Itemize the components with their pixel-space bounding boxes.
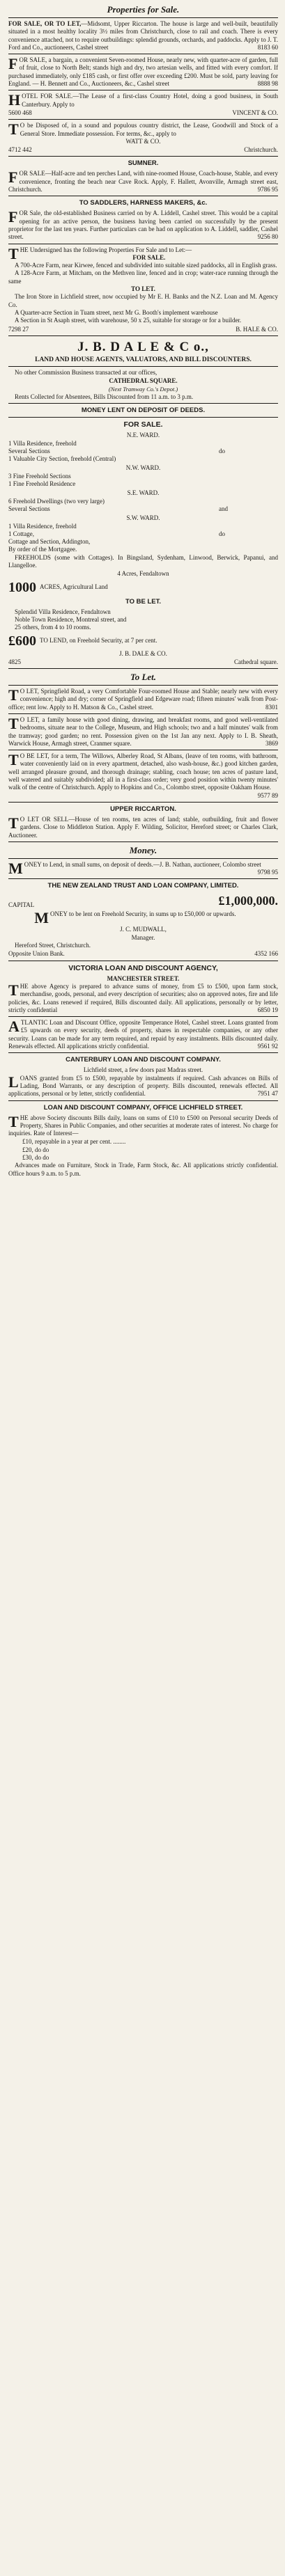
divider — [8, 668, 278, 669]
drop-cap: T — [8, 981, 19, 999]
drop-cap: T — [8, 1112, 19, 1130]
ward-list-nw — [8, 473, 278, 489]
drop-cap: T — [8, 686, 19, 704]
ad-sign-place: Christchurch. — [244, 146, 278, 154]
acres-text: ACRES, Agricultural Land — [40, 583, 108, 590]
ad-sign: J. B. DALE & CO. — [119, 649, 167, 657]
to-let-list — [8, 608, 278, 632]
ad-body — [8, 910, 278, 925]
ad-ref: 6850 19 — [257, 1006, 278, 1013]
divider — [8, 713, 278, 714]
item-text: 1 Villa Residence, freehold — [8, 522, 77, 530]
ad-text: HE Undersigned has the following Properties For Sale and to Let:— — [20, 246, 192, 253]
ad-text: HE above Agency is prepared to advance sums of money, from £5 to £500, upon farm stock, merchandise, goods, personal, and every description of securities; also on approved notes, fire and life policies, &c. Loans renewed if required, Bills discounted daily. All applications, personally or by letter, strictly confidential — [8, 982, 278, 1013]
ad-ref: 9577 89 — [257, 791, 278, 799]
ad-nz-trust — [8, 882, 278, 958]
divider — [8, 1100, 278, 1101]
ward-label-nw: N.W. WARD. — [125, 464, 161, 472]
item-text: 1 Fine Freehold Residence — [8, 480, 76, 488]
company-heading: VICTORIA LOAN AND DISCOUNT AGENCY, — [68, 963, 218, 972]
divider — [8, 878, 278, 879]
divider — [8, 841, 278, 842]
ad-text: O LET OR SELL—House of ten rooms, ten acres of land; stable, outbuilding, fruit and flower gardens. Close to Middleton Station. Apply F. Wilding, Solicitor, Hereford street; or Charles Clark, Auctioneer. — [8, 815, 278, 839]
ad-canterbury — [8, 1056, 278, 1098]
divider — [8, 403, 278, 404]
capital-label: CAPITAL — [8, 901, 35, 909]
ward-list-ne — [8, 440, 278, 464]
ad-sumner — [8, 170, 278, 193]
ad-ref: 9798 95 — [257, 869, 278, 876]
ad-undersigned — [8, 246, 278, 333]
ad-saddlers — [8, 210, 278, 241]
item-text: Several Sections — [8, 505, 50, 512]
ad-ref: 4825 — [8, 658, 21, 665]
acres-four: 4 Acres, Fendaltown — [117, 570, 169, 578]
to-let-item: Splendid Villa Residence, Fendaltown — [15, 608, 111, 615]
drop-cap: T — [8, 244, 19, 262]
drop-cap: H — [8, 91, 21, 109]
ad-ref: 9561 92 — [257, 1043, 278, 1050]
item-note: do — [219, 447, 225, 455]
ad-body — [8, 1114, 278, 1138]
drop-cap: T — [8, 814, 19, 832]
ad-text: OR Sale, the old-established Business carried on by A. Liddell, Cashel street. This would be a capital opening for an active person, the business having been carried on successfully by the present proprietor for the last ten years. Further particulars can be had on application to A. Liddell, saddler, Cashel street. — [8, 210, 278, 241]
rate-line: £20, do do — [22, 1146, 49, 1153]
lend-text: TO LEND, on Freehold Security, at 7 per cent. — [40, 636, 157, 644]
company-address: MANCHESTER STREET. — [107, 974, 180, 982]
subheading: TO LET. — [131, 285, 155, 293]
ad-springfield — [8, 688, 278, 711]
ward-list-sw — [8, 523, 278, 554]
ad-item: The Iron Store in Lichfield street, now occupied by Mr E. H. Banks and the N.Z. Loan and M. Agency Co. — [8, 293, 278, 308]
ad-bargain — [8, 56, 278, 88]
divider — [8, 17, 278, 18]
item-text: 1 Cottage, — [8, 530, 34, 537]
drop-cap: A — [8, 1018, 20, 1036]
ad-text: O LET, Springfield Road, a very Comfortable Four-roomed House and Stable; nearly new with every convenience; high and dry; corner of Springfield and Edgeware road; fifteen minutes' walk from Post-office; rent low. Apply to H. Matson & Co., Cashel street. — [8, 688, 278, 711]
item-note: do — [219, 530, 225, 537]
drop-cap: M — [34, 909, 49, 927]
capital-line — [8, 892, 278, 909]
divider — [8, 366, 278, 367]
ward-list-se — [8, 498, 278, 514]
ad-item: A Quarter-acre Section in Tuam street, next Mr G. Booth's implement warehouse — [15, 308, 218, 316]
divider — [8, 119, 278, 120]
ad-nathan — [8, 861, 278, 877]
blurb — [8, 369, 278, 377]
ad-text: OANS granted from £5 to £500, repayable by instalments if required. Cash advances on Bills of Lading, Bond Warrants, or any description of property. Bills discounted, renewals effected. All applications, personal or by letter, strictly confidential. — [8, 1074, 278, 1098]
ad-ref: 7298 27 — [8, 325, 29, 333]
ad-sign: WATT & CO. — [125, 137, 161, 145]
item-text: 1 Villa Residence, freehold — [8, 439, 77, 447]
item-note — [219, 523, 278, 530]
ad-family-house — [8, 716, 278, 748]
item-note — [219, 440, 278, 448]
ad-ref: 4712 442 — [8, 146, 32, 154]
ad-sign: VINCENT & CO. — [232, 109, 278, 116]
ad-ref: 7951 47 — [257, 1090, 278, 1098]
divider — [8, 858, 278, 859]
ward-item — [8, 538, 278, 546]
section-heading: SUMNER. — [128, 159, 159, 168]
blurb-text: No other Commission Business transacted at our offices, — [15, 369, 157, 377]
section-title: Money. — [129, 844, 157, 855]
ad-sign: J. C. MUDWALL, — [120, 926, 167, 933]
ad-sign: B. HALE & CO. — [236, 325, 278, 333]
ad-body — [8, 983, 278, 1014]
ward-item — [8, 473, 278, 480]
ad-item: A 700-Acre Farm, near Kirwee, fenced and subdivided into suitable sized paddocks, all in English grass. — [15, 262, 277, 269]
ad-text: TLANTIC Loan and Discount Office, opposite Temperance Hotel, Cashel street. Loans granted from £5 upwards on every security, deeds of property, shares in respectable companies, or any other security. Loans can be made for any term required, and repaid by easy instalments. Bills discounted daily. Renewals effected. All applications strictly confidential. — [8, 1019, 278, 1050]
divider — [8, 335, 278, 336]
ad-ref: 4352 166 — [254, 950, 278, 958]
ad-atlantic — [8, 1019, 278, 1050]
item-note — [219, 455, 278, 463]
item-text: 6 Freehold Dwellings (two very large) — [8, 497, 105, 505]
drop-cap: T — [8, 715, 19, 732]
ad-lichfield — [8, 1104, 278, 1178]
ad-disposed — [8, 122, 278, 154]
rents-text: Rents Collected for Absentees, Bills Discounted from 11 a.m. to 3 p.m. — [15, 393, 194, 400]
drop-cap: T — [8, 120, 19, 139]
ad-item: A Section in St Asaph street, with warehouse, 50 x 25, suitable for storage or for a builder. — [15, 317, 242, 324]
rate-line: £10, repayable in a year at per cent. ........ — [22, 1138, 126, 1146]
ad-midsomt — [8, 20, 278, 52]
ad-ref: 8888 98 — [257, 80, 278, 88]
ward-label-se: S.E. WARD. — [127, 489, 160, 497]
address-note: (Next Tramway Co.'s Depot.) — [108, 385, 178, 393]
rate-line: £30, do do — [22, 1153, 49, 1161]
section-heading: TO SADDLERS, HARNESS MAKERS, &c. — [79, 199, 208, 207]
ad-ref: 8183 60 — [257, 43, 278, 51]
ad-footer — [8, 1162, 278, 1178]
ad-hotel — [8, 93, 278, 117]
ad-body — [8, 1075, 278, 1098]
drop-cap: L — [8, 1073, 19, 1091]
item-note: and — [219, 505, 228, 512]
ad-text: ONEY to Lend, in small sums, on deposit of deeds.—J. B. Nathan, auctioneer, Colombo street — [24, 860, 261, 868]
to-let-item: 25 others, from 4 to 10 rooms. — [15, 624, 91, 631]
ward-item — [8, 546, 278, 553]
divider — [8, 1016, 278, 1017]
section-title: To Let. — [130, 672, 157, 683]
item-text: By order of the Mortgagee. — [8, 546, 77, 553]
item-text: 3 Fine Freehold Sections — [8, 472, 71, 480]
ward-item — [8, 530, 278, 538]
to-let-item: Noble Town Residence, Montreal street, and — [15, 615, 127, 623]
page-title: Properties for Sale. — [107, 4, 180, 15]
ad-ref: 5600 468 — [8, 109, 32, 116]
ad-text: O BE LET, for a term, The Willows, Alberley Road, St Albans, (leave of ten rooms, with bathroom, water conveniently laid on in every apartment, detached, also wash-house, &c.) good kitchen garden, well arranged pleasure ground, and thorough drainage; stabling, coach house; ten acres of pasture land, well watered and suitably subdivided; all in a first-class order; very good position within twenty minutes' walk of the centre of Christchurch. Apply to Hopkins and Co., Colombo street, opposite Oakham House. — [8, 752, 278, 791]
divider — [8, 417, 278, 418]
ad-lead: FOR SALE, OR TO LET, — [8, 20, 82, 27]
ad-text: ONEY to be lent on Freehold Security, in sums up to £50,000 or upwards. — [50, 910, 236, 918]
ad-ref: 9786 95 — [257, 186, 278, 193]
item-note — [219, 473, 278, 480]
ward-item — [8, 480, 278, 488]
ad-text: OR SALE—Half-acre and ten perches Land, with nine-roomed House, Coach-house, Stable, and every convenience, fronting the beach near Cave Rock. Apply, F. Hallett, Avonville, Armagh street east, Christchurch. — [8, 170, 278, 193]
ad-ref: 8301 — [265, 703, 278, 711]
ward-item — [8, 448, 278, 455]
drop-cap: F — [8, 168, 18, 187]
drop-cap: T — [8, 751, 19, 769]
ad-sign-role: Manager. — [131, 933, 155, 941]
ward-item — [8, 455, 278, 463]
advertiser-title: J. B. D A L E & C o., — [77, 339, 209, 354]
ward-label-ne: N.E. WARD. — [126, 432, 160, 439]
ad-willows — [8, 752, 278, 800]
divider — [8, 1052, 278, 1053]
rents — [8, 393, 278, 401]
money-heading: MONEY LENT ON DEPOSIT OF DEEDS. — [81, 406, 206, 415]
company-heading: THE NEW ZEALAND TRUST AND LOAN COMPANY, LIMITED. — [47, 882, 239, 890]
ad-text: OR SALE, a bargain, a convenient Seven-roomed House, nearly new, with quarter-acre of garden, full of fruit, close to North Belt; stands high and dry, two artesian wells, and fitted with every comfort. If purchased immediately, only £185 cash, or first offer over exceeding £200. Must be sold, party leaving for England. — H. Bennett and Co., Auctioneers, &c., Cashel street — [8, 56, 278, 88]
drop-cap: M — [8, 859, 23, 877]
item-text: 1 Valuable City Section, freehold (Central) — [8, 455, 116, 463]
item-note — [219, 546, 278, 553]
ward-item — [8, 440, 278, 448]
acres-thousand — [8, 580, 278, 595]
advertiser-subtitle: LAND AND HOUSE AGENTS, VALUATORS, AND BILL DISCOUNTERS. — [35, 356, 252, 363]
section-heading: UPPER RICCARTON. — [110, 805, 176, 813]
ward-item — [8, 523, 278, 530]
address-text: Hereford Street, Christchurch. — [15, 942, 91, 949]
ward-label-sw: S.W. WARD. — [126, 514, 160, 522]
ad-text: O LET, a family house with good dining, drawing, and breakfast rooms, and good well-ventilated bedrooms, situate near to the College, Museum, and High schools; two and a half minutes' walk from the tramway; good garden; no rent. Possession given on the 1st Jan any next. Apply to I. B. Sheath, Warwick House, Armagh street, Cranmer square. — [8, 716, 278, 747]
ad-victoria — [8, 964, 278, 1014]
acres-number: 1000 — [8, 579, 36, 595]
company-heading: LOAN AND DISCOUNT COMPANY, OFFICE LICHFIELD STREET. — [43, 1103, 243, 1112]
drop-cap: F — [8, 55, 18, 73]
ad-jbdale — [8, 338, 278, 666]
address: CATHEDRAL SQUARE. — [109, 377, 178, 385]
to-let-heading: TO BE LET. — [125, 597, 162, 606]
capital-value: £1,000,000. — [218, 894, 278, 908]
divider — [8, 802, 278, 803]
ad-text: —Midsomt, Upper Riccarton. The house is large and well-built, beautifully situated in a most healthy locality 3½ miles from Christchurch, close to rail and coach. There is every convenience attached, not to require outbuildings: splendid grounds, orchards, and paddocks. Apply to J. T. Ford and Co., auctioneers, Cashel street — [8, 20, 278, 51]
address — [8, 942, 278, 949]
for-sale-heading: FOR SALE. — [123, 420, 163, 429]
drop-cap: F — [8, 208, 18, 226]
ad-ref: 3869 — [265, 739, 278, 747]
item-note — [219, 498, 278, 505]
divider — [8, 685, 278, 686]
ward-item — [8, 505, 278, 513]
lend-line — [8, 633, 278, 649]
item-note — [219, 480, 278, 488]
ad-sign-place: Cathedral square. — [234, 658, 278, 665]
item-note — [219, 538, 278, 546]
address-note: Opposite Union Bank. — [8, 950, 65, 958]
ward-item — [8, 498, 278, 505]
ad-ref: 9256 80 — [257, 233, 278, 241]
item-text: Cottage and Section, Addington, — [8, 538, 91, 546]
company-heading: CANTERBURY LOAN AND DISCOUNT COMPANY. — [66, 1056, 221, 1064]
subheading: FOR SALE. — [132, 253, 166, 261]
divider — [8, 156, 278, 157]
item-text: Several Sections — [8, 447, 50, 455]
ad-text: OTEL FOR SALE.—The Lease of a first-class Country Hotel, doing a good business, in South Canterbury. Apply to — [22, 93, 278, 108]
ad-footer-text: Advances made on Furniture, Stock in Trade, Farm Stock, &c. All applications strictly confidential. Office hours 9 a.m. to 5 p.m. — [8, 1162, 278, 1177]
freeholds-text: FREEHOLDS (some with Cottages). In Bingsland, Sydenham, Linwood, Berwick, Papanui, and Llangelloe. — [8, 553, 278, 569]
freeholds — [8, 554, 278, 570]
ad-upper-riccarton — [8, 816, 278, 839]
ad-item: A 128-Acre Farm, at Mitcham, on the Methven line, fenced and in crop; water-race running through the same — [8, 269, 278, 285]
ad-text: HE above Society discounts Bills daily, loans on sums of £10 to £500 on Personal security Deeds of Property, Shares in Public Companies, and other securities at moderate rates of interest. No charge for inquiries. Rate of Interest— — [8, 1114, 278, 1137]
lend-amount: £600 — [8, 633, 36, 649]
rate-list — [8, 1138, 278, 1162]
ad-text: O be Disposed of, in a sound and populous country district, the Lease, Goodwill and Stock of a General Store. Immediate possession. For terms, &c., apply to — [20, 122, 278, 137]
company-address: Lichfield street, a few doors past Madras street. — [83, 1066, 203, 1074]
